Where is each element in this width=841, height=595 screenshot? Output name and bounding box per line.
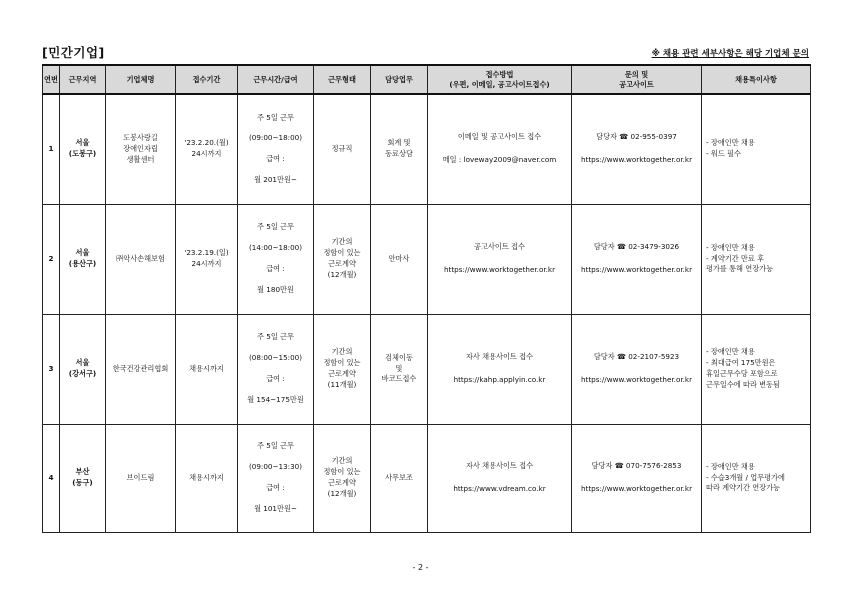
employment-type-cell <box>314 94 371 204</box>
region-cell <box>60 424 106 532</box>
duty-line: 바코드접수 <box>381 374 417 384</box>
company-name-line: ㈜악사손해보험 <box>116 253 165 263</box>
work-hours-line: 주 5일 근무 <box>257 222 294 232</box>
special-notes-cell <box>702 314 811 424</box>
special-note-line: - 장애인만 채용 <box>706 461 755 471</box>
special-note-line: - 장애인만 채용 <box>706 347 755 357</box>
employment-type-line: 기간의 <box>331 237 353 247</box>
employment-type-line: 기간의 <box>331 456 353 466</box>
period-cell <box>176 204 238 314</box>
work-hours <box>238 222 313 254</box>
work-hours-line: 주 5일 근무 <box>257 332 294 342</box>
header-contact-line2: 공고사이트 <box>619 79 654 89</box>
method-line: 자사 채용사이트 접수 <box>465 352 534 362</box>
header-method-subtitle: (우편, 이메일, 공고사이트접수) <box>449 79 550 89</box>
contact-line: https://www.worktogether.or.kr <box>580 484 693 493</box>
special-note-line: - 장애인만 채용 <box>706 138 755 148</box>
employment-type-cell <box>314 204 371 314</box>
contact-cell <box>572 94 702 204</box>
method-line: 공고사이트 접수 <box>474 242 525 252</box>
region-cell <box>60 204 106 314</box>
period-line: 채용시까지 <box>189 363 224 373</box>
duty-cell <box>371 314 428 424</box>
table-row <box>43 94 811 204</box>
hours-pay-cell <box>238 204 314 314</box>
region-city: 서울 <box>75 358 90 368</box>
inquiry-notice: ※ 채용 관련 세부사항은 해당 기업체 문의 <box>651 49 809 59</box>
header-no: 연번 <box>43 65 60 94</box>
special-note-line: - 워드 필수 <box>706 149 741 159</box>
contact-cell <box>572 314 702 424</box>
region-district: (용산구) <box>68 259 97 268</box>
region-district: (동구) <box>72 478 93 487</box>
special-note-line: 평가를 통해 연장가능 <box>706 264 774 274</box>
employment-type-line: (11개월) <box>327 379 357 389</box>
region-city: 서울 <box>75 138 90 148</box>
special-note-line: - 수습3개월 / 업무평가에 <box>706 472 785 482</box>
company-cell <box>106 204 176 314</box>
period-cell <box>176 94 238 204</box>
work-hours-line: 주 5일 근무 <box>257 112 294 122</box>
pay <box>238 374 313 406</box>
company-name-line: 도봉사랑길 <box>123 133 158 143</box>
special-note-line: - 장애인만 채용 <box>706 242 755 252</box>
period-cell <box>176 314 238 424</box>
company-name-line: 브이드림 <box>126 472 155 482</box>
employment-type-cell <box>314 314 371 424</box>
duty-line: 사무보조 <box>385 472 413 482</box>
work-hours-line: 주 5일 근무 <box>257 441 294 451</box>
employment-type-line: (12개월) <box>327 269 357 279</box>
work-hours <box>238 332 313 364</box>
special-note-line: 따라 계약기간 연장가능 <box>706 483 781 493</box>
header-region: 근무지역 <box>60 65 106 94</box>
region-district: (강서구) <box>68 369 97 378</box>
region-district: (도봉구) <box>68 149 97 159</box>
special-notes-cell <box>702 204 811 314</box>
pay <box>238 483 313 515</box>
company-name-line: 생활센터 <box>126 154 155 164</box>
company-cell <box>106 314 176 424</box>
hours-pay-cell <box>238 94 314 204</box>
pay-line: 급여 : <box>266 374 285 383</box>
employment-type-line: 정함이 있는 <box>323 358 361 368</box>
region-cell <box>60 314 106 424</box>
table-header-row <box>43 65 811 94</box>
period-line: '23.2.19.(일) <box>184 248 229 258</box>
header-method <box>428 65 572 94</box>
duty-line: 검체이동 <box>385 352 413 362</box>
header-company: 기업체명 <box>106 65 176 94</box>
contact-line: https://www.worktogether.or.kr <box>580 155 693 165</box>
work-hours-line: (14:00~18:00) <box>248 243 303 253</box>
work-hours-line: (09:00~18:00) <box>248 133 303 143</box>
row-number: 1 <box>43 94 60 204</box>
special-notes-cell <box>702 94 811 204</box>
header-employment-type: 근무형태 <box>314 65 371 94</box>
pay-line: 월 201만원~ <box>254 175 297 185</box>
duty-line: 동료상담 <box>385 149 413 159</box>
duty-line: 안마사 <box>388 253 410 263</box>
employment-type-line: (12개월) <box>327 488 357 498</box>
period-line: 채용시까지 <box>189 472 224 482</box>
employment-type-line: 정규직 <box>331 143 353 153</box>
method-line: https://kahp.applyin.co.kr <box>453 375 546 384</box>
row-number: 2 <box>43 204 60 314</box>
pay <box>238 264 313 296</box>
employment-type-line: 기간의 <box>331 347 353 357</box>
special-notes-cell <box>702 424 811 532</box>
header-hours-pay: 근무시간/급여 <box>238 65 314 94</box>
header-contact-line1: 문의 및 <box>624 70 649 80</box>
contact-line: 담당자 ☎ 02-2107-5923 <box>593 352 680 362</box>
method-cell <box>428 314 572 424</box>
region-cell <box>60 94 106 204</box>
pay-line: 급여 : <box>266 483 285 492</box>
contact-line: 담당자 ☎ 070-7576-2853 <box>591 461 682 471</box>
employment-type-line: 근로계약 <box>328 369 356 378</box>
header-duty: 담당업무 <box>371 65 428 94</box>
work-hours-line: (08:00~15:00) <box>248 353 303 363</box>
header-special: 채용특이사항 <box>702 65 811 94</box>
period-line: 24시까지 <box>191 259 222 268</box>
contact-line: https://www.worktogether.or.kr <box>580 265 693 274</box>
region-city: 부산 <box>75 467 90 477</box>
hours-pay-cell <box>238 424 314 532</box>
company-name-line: 장애인자립 <box>123 143 158 153</box>
period-line: '23.2.20.(월) <box>184 138 229 148</box>
method-line: 자사 채용사이트 접수 <box>465 461 534 471</box>
pay-line: 월 180만원 <box>257 284 294 294</box>
employment-type-line: 정함이 있는 <box>323 467 361 477</box>
contact-line: 담당자 ☎ 02-3479-3026 <box>593 242 680 252</box>
method-cell <box>428 204 572 314</box>
employment-type-line: 근로계약 <box>328 478 356 487</box>
special-note-line: 휴일근무수당 포함으로 <box>706 369 778 378</box>
work-hours <box>238 113 313 145</box>
employment-type-line: 정함이 있는 <box>323 248 361 258</box>
table-row <box>43 204 811 314</box>
method-line: https://www.vdream.co.kr <box>453 484 546 493</box>
table-row <box>43 314 811 424</box>
job-listing-table <box>42 64 811 533</box>
method-line: https://www.worktogether.or.kr <box>443 265 556 274</box>
duty-cell <box>371 204 428 314</box>
contact-line: 담당자 ☎ 02-955-0397 <box>596 132 677 142</box>
work-hours-line: (09:00~13:30) <box>248 462 303 472</box>
pay-line: 월 154~175만원 <box>247 394 304 404</box>
company-cell <box>106 424 176 532</box>
employment-type-cell <box>314 424 371 532</box>
pay-line: 급여 : <box>266 154 285 164</box>
method-cell <box>428 424 572 532</box>
hours-pay-cell <box>238 314 314 424</box>
pay <box>238 154 313 186</box>
special-note-line: - 계약기간 만료 후 <box>706 253 765 263</box>
company-name-line: 한국건강관리협회 <box>112 363 169 373</box>
method-line: 메일 : loveway2009@naver.com <box>442 155 557 165</box>
table-row <box>43 424 811 532</box>
header-method-title: 접수방법 <box>485 70 514 80</box>
method-cell <box>428 94 572 204</box>
period-line: 24시까지 <box>191 149 222 159</box>
duty-cell <box>371 94 428 204</box>
contact-line: https://www.worktogether.or.kr <box>580 375 693 384</box>
header-contact <box>572 65 702 94</box>
special-note-line: 근무일수에 따라 변동됨 <box>706 379 781 389</box>
employment-type-line: 근로계약 <box>328 259 356 268</box>
page-number: - 2 - <box>412 563 429 572</box>
period-cell <box>176 424 238 532</box>
region-city: 서울 <box>75 248 90 258</box>
header-period: 접수기간 <box>176 65 238 94</box>
contact-cell <box>572 204 702 314</box>
special-note-line: - 최대급여 175만원은 <box>706 358 776 368</box>
duty-cell <box>371 424 428 532</box>
company-cell <box>106 94 176 204</box>
pay-line: 월 101만원~ <box>254 503 297 513</box>
duty-line: 회계 및 <box>387 138 411 148</box>
section-title: [민간기업] <box>42 45 105 60</box>
row-number: 4 <box>43 424 60 532</box>
duty-line: 및 <box>395 363 403 373</box>
pay-line: 급여 : <box>266 264 285 273</box>
contact-cell <box>572 424 702 532</box>
method-line: 이메일 및 공고사이트 접수 <box>457 132 542 142</box>
work-hours <box>238 441 313 473</box>
row-number: 3 <box>43 314 60 424</box>
